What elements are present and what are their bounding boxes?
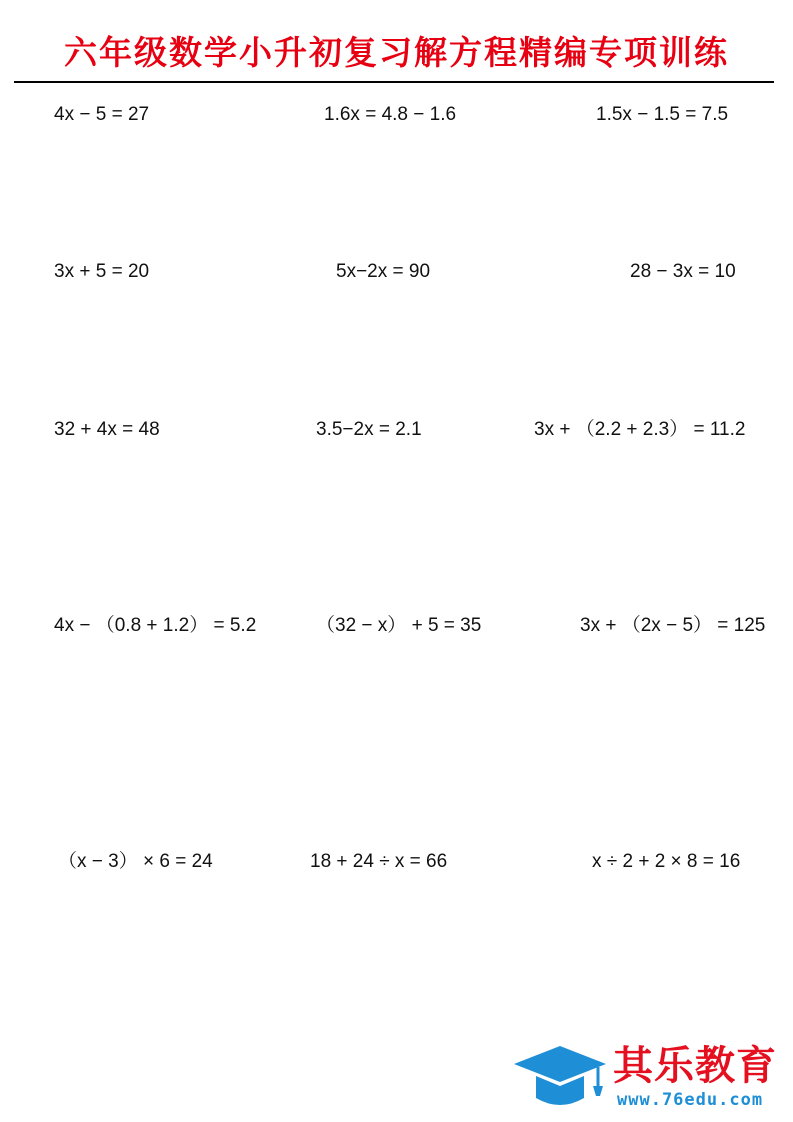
equation-r2-c3: 28 − 3x = 10 [630,261,736,282]
equation-r1-c3: 1.5x − 1.5 = 7.5 [596,104,729,125]
equation-r2-c2: 5x−2x = 90 [336,261,431,282]
equation-r4-c3: 3x + （2x − 5） = 125 [580,615,766,636]
brand-logo [510,1040,785,1115]
brand-website: www.76edu.com [617,1090,764,1110]
equation-r5-c2: 18 + 24 ÷ x = 66 [310,851,448,872]
equation-r5-c1: （x − 3） × 6 = 24 [58,851,213,872]
equation-r4-c2: （32 − x） + 5 = 35 [316,615,482,636]
page-title: 六年级数学小升初复习解方程精编专项训练 [64,33,729,72]
equation-r3-c3: 3x + （2.2 + 2.3） = 11.2 [534,419,746,440]
brand-name: 其乐教育 [613,1043,777,1089]
equation-r2-c1: 3x + 5 = 20 [54,261,150,282]
equation-r3-c2: 3.5−2x = 2.1 [316,419,422,440]
equation-r5-c3: x ÷ 2 + 2 × 8 = 16 [592,851,741,872]
graduation-cap-icon [510,1042,610,1114]
equation-r3-c1: 32 + 4x = 48 [54,419,160,440]
title-divider [14,81,774,83]
equation-r1-c2: 1.6x = 4.8 − 1.6 [324,104,457,125]
equation-r1-c1: 4x − 5 = 27 [54,104,150,125]
equation-r4-c1: 4x − （0.8 + 1.2） = 5.2 [54,615,257,636]
